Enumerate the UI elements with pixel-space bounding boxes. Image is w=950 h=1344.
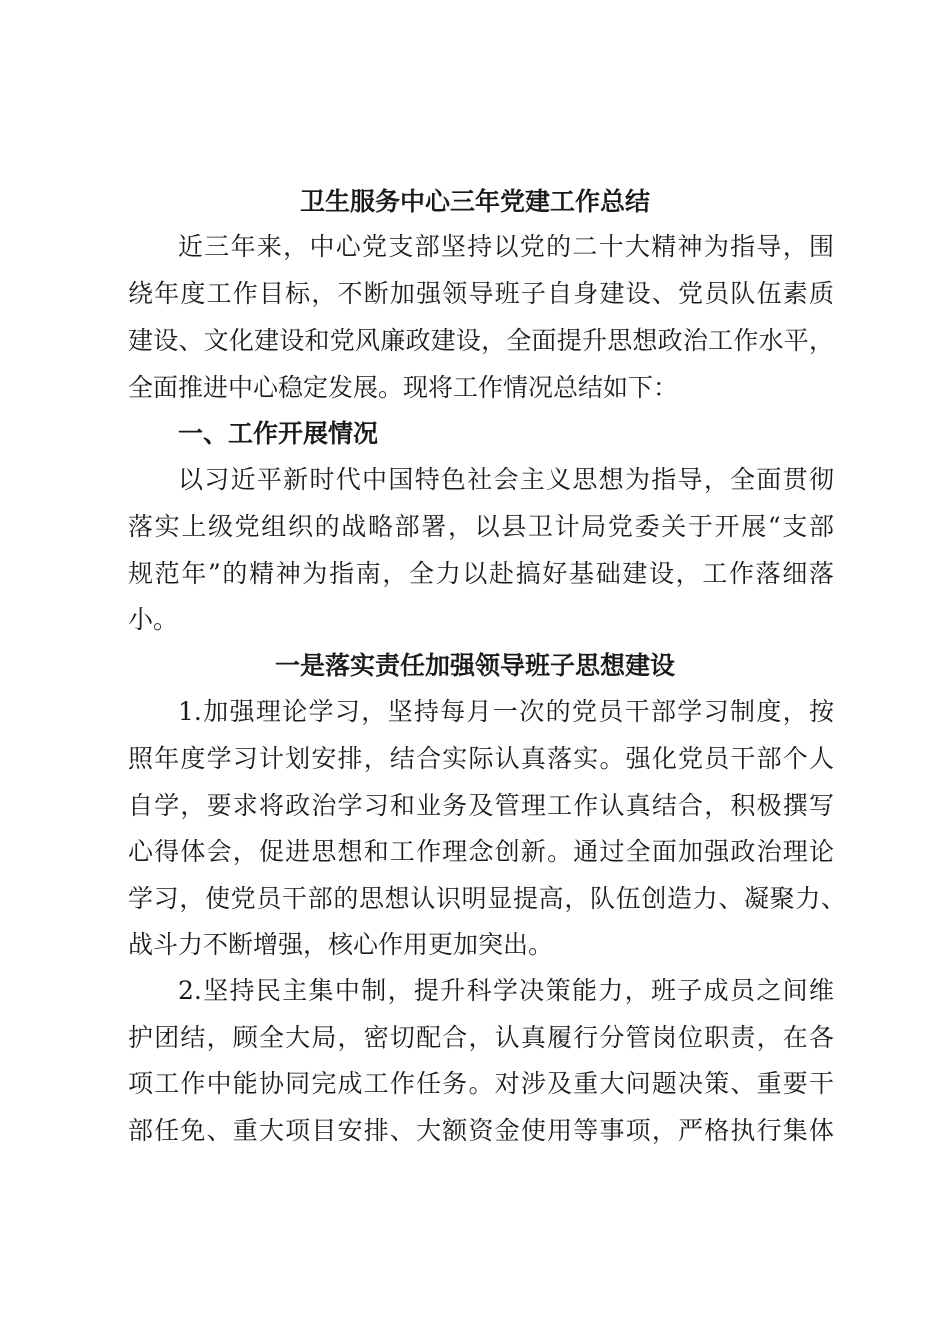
section1-line-3: 规范年”的精神为指南，全力以赴搞好基础建设，工作落细落: [128, 559, 834, 588]
item2-line-3: 项工作中能协同完成工作任务。对涉及重大问题决策、重要干: [128, 1069, 834, 1098]
section1-line-1: 以习近平新时代中国特色社会主义思想为指导，全面贯彻: [178, 465, 834, 494]
item1-line-1: 1.加强理论学习，坚持每月一次的党员干部学习制度，按: [178, 697, 834, 726]
subheading: 一是落实责任加强领导班子思想建设: [274, 651, 675, 680]
intro-line-3: 建设、文化建设和党风廉政建设，全面提升思想政治工作水平，: [128, 326, 834, 355]
item2-line-1: 2.坚持民主集中制，提升科学决策能力，班子成员之间维: [178, 976, 834, 1005]
document-title: 卫生服务中心三年党建工作总结: [299, 187, 650, 216]
item1-line-3: 自学，要求将政治学习和业务及管理工作认真结合，积极撰写: [128, 791, 834, 820]
item1-line-2: 照年度学习计划安排，结合实际认真落实。强化党员干部个人: [128, 744, 834, 773]
section1-line-2: 落实上级党组织的战略部署，以县卫计局党委关于开展“支部: [128, 512, 834, 541]
item1-line-4: 心得体会，促进思想和工作理念创新。通过全面加强政治理论: [128, 837, 834, 866]
item2-line-4: 部任免、重大项目安排、大额资金使用等事项，严格执行集体: [128, 1116, 834, 1145]
intro-line-4: 全面推进中心稳定发展。现将工作情况总结如下：: [128, 373, 679, 402]
item1-line-5: 学习，使党员干部的思想认识明显提高，队伍创造力、凝聚力、: [128, 884, 846, 913]
item1-line-6: 战斗力不断增强，核心作用更加突出。: [128, 930, 554, 959]
intro-line-2: 绕年度工作目标，不断加强领导班子自身建设、党员队伍素质: [128, 279, 834, 308]
item2-line-2: 护团结，顾全大局，密切配合，认真履行分管岗位职责，在各: [128, 1023, 834, 1052]
section1-line-4: 小。: [128, 605, 179, 634]
intro-line-1: 近三年来，中心党支部坚持以党的二十大精神为指导，围: [178, 232, 834, 261]
section-heading: 一、工作开展情况: [178, 419, 379, 448]
